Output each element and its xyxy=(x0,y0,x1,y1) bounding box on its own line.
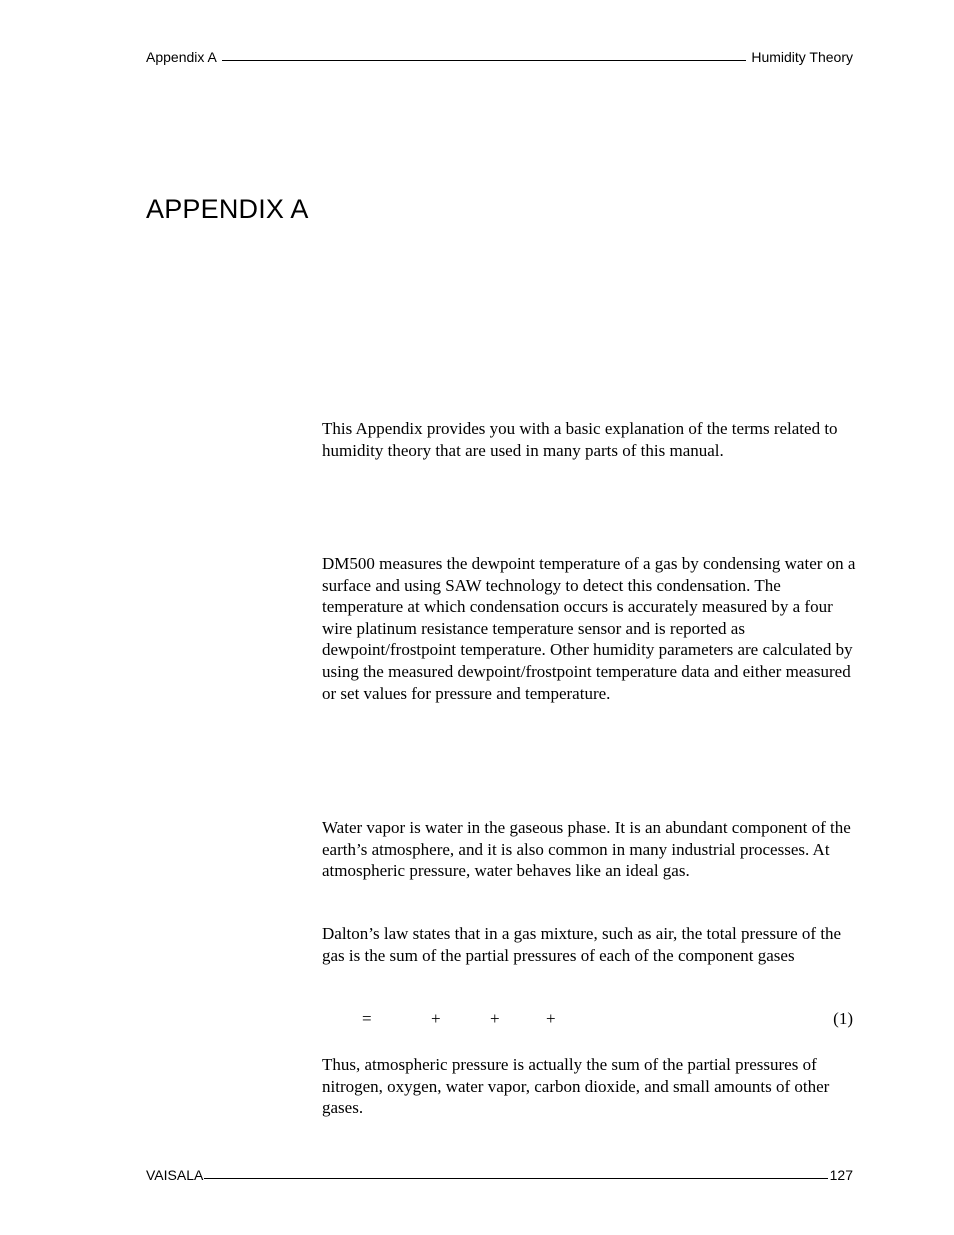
page-footer xyxy=(146,1167,853,1184)
page-number: 127 xyxy=(829,1167,853,1183)
page-title: APPENDIX A xyxy=(146,194,309,224)
header-right-text: Humidity Theory xyxy=(751,49,853,65)
equation-plus-3: + xyxy=(546,1009,556,1028)
equation-number: (1) xyxy=(833,1009,853,1028)
thus-paragraph: Thus, atmospheric pressure is actually the sum of the partial pressures of nitrogen, oxygen, water vapor, carbon dioxide, and small amounts of other gases. xyxy=(322,1055,830,1118)
page-header xyxy=(146,49,853,66)
equation-plus-1: + xyxy=(431,1009,441,1028)
footer-company: VAISALA xyxy=(146,1167,204,1183)
equation-plus-2: + xyxy=(490,1009,500,1028)
measurement-paragraph: DM500 measures the dewpoint temperature of a gas by condensing water on a surface and using SAW technology to detect this condensation. The temperature at which condensation occurs is accurately measured by a four wire platinum resistance temperature sensor and is reported as dewpoint/frostpoint temperature. Other humidity parameters are calculated by using the measured dewpoint/frostpoint temperature data and either measured or set values for pressure and temperature. xyxy=(322,554,856,703)
equation-1 xyxy=(322,1009,853,1031)
equation-equals: = xyxy=(362,1009,372,1028)
dalton-paragraph: Dalton’s law states that in a gas mixture, such as air, the total pressure of the gas is the sum of the partial pressures of each of the component gases xyxy=(322,924,842,965)
intro-paragraph: This Appendix provides you with a basic explanation of the terms related to humidity theory that are used in many parts of this manual. xyxy=(322,419,838,460)
water-vapor-paragraph: Water vapor is water in the gaseous phase. It is an abundant component of the earth’s atmosphere, and it is also common in many industrial processes. At atmospheric pressure, water behaves like an ideal gas. xyxy=(322,818,851,881)
footer-rule xyxy=(204,1178,827,1179)
header-left-text: Appendix A xyxy=(146,49,217,65)
header-rule xyxy=(222,60,746,61)
